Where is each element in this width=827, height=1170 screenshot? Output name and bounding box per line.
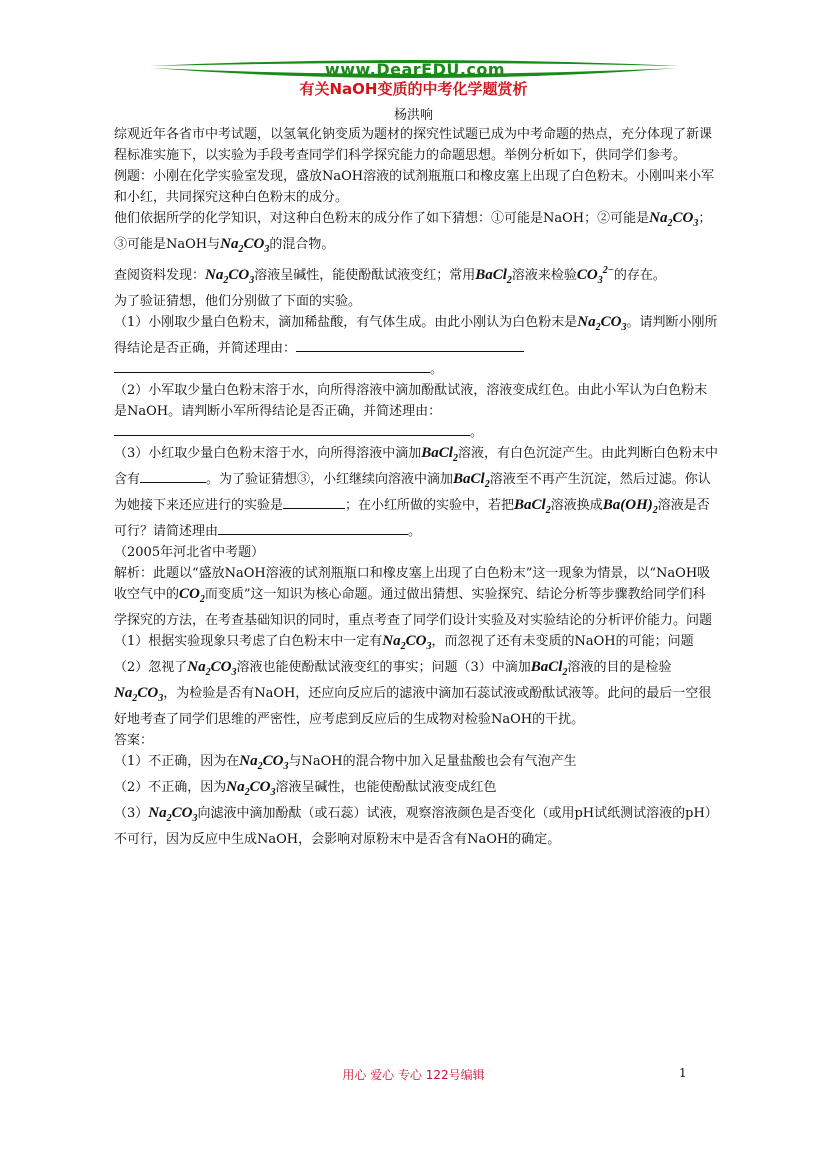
question-2: （2）小军取少量白色粉末溶于水，向所得溶液中滴加酚酞试液，溶液变成红色。由此小军认为白色粉末是NaOH。请判断小军所得结论是否正确，并简述理由： 。 bbox=[114, 383, 708, 440]
answer-blank[interactable] bbox=[140, 470, 206, 483]
source-line: （2005年河北省中考题） bbox=[114, 545, 265, 560]
formula-na2co3: $Na_2CO_3$ bbox=[649, 210, 699, 229]
formula-bacl2: BaCl$_2$ bbox=[514, 497, 551, 516]
formula-na2co3: $Na_2CO_3$ bbox=[220, 236, 270, 255]
formula-na2co3: $Na_2CO_3$ bbox=[226, 779, 276, 798]
verify-paragraph: 为了验证猜想，他们分别做了下面的实验。 bbox=[114, 294, 362, 309]
answer-3: $(3)Na_2CO_3$向滤液中滴加酚酞（或石蕊）试液，观察溶液颜色是否变化（或用pH试纸测试溶液的pH） 不可行，因为反应中生成NaOH，会影响对原粉末中是否含有NaOH的确定。 bbox=[114, 805, 725, 847]
document-body bbox=[114, 124, 725, 850]
formula-na2co3: $Na_2CO_3$ bbox=[148, 805, 198, 824]
formula-na2co3: $Na_2CO_3$ bbox=[205, 267, 255, 286]
guess-paragraph: 他们依据所学的化学知识，对这种白色粉末的成分作了如下猜想：①可能是NaOH；②可能是$Na_2CO_3$；③可能是NaOH与$Na_2CO_3$的混合物。 bbox=[114, 210, 712, 255]
formula-baoh2: $Ba(OH)_2$ bbox=[602, 497, 658, 516]
page-number: 1 bbox=[679, 1066, 687, 1080]
formula-co2: $CO_2$ bbox=[179, 586, 205, 605]
formula-na2co3: $Na_2CO_3$ bbox=[187, 659, 237, 678]
answer-2: （2）不正确，因为$Na_2CO_3$溶液呈碱性，也能使酚酞试液变成红色 bbox=[114, 779, 497, 798]
check-paragraph: 查阅资料发现：$Na_2CO_3$溶液呈碱性，能使酚酞试液变红；常用BaCl$_2$溶液来检验$CO_3^{2-}$的存在。 bbox=[114, 265, 666, 286]
answer-blank[interactable] bbox=[218, 522, 408, 535]
question-1: （1）小刚取少量白色粉末，滴加稀盐酸，有气体生成。由此小刚认为白色粉末是$Na_2CO_3$。请判断小刚所得结论是否正确，并简述理由： 。 bbox=[114, 314, 718, 377]
answer-blank[interactable] bbox=[296, 339, 524, 352]
formula-na2co3: $Na_2CO_3$ bbox=[114, 685, 164, 704]
intro-paragraph: 综观近年各省市中考试题，以氢氧化钠变质为题材的探究性试题已成为中考命题的热点，充分体现了新课程标准实施下，以实验为手段考查同学们科学探究能力的命题思想。举例分析如下，供同学们参考。 bbox=[114, 127, 713, 163]
formula-na2co3: $Na_2CO_3$ bbox=[239, 753, 289, 772]
formula-bacl2: BaCl$_2$ bbox=[453, 471, 490, 490]
site-url[interactable]: www.DearEDU.com bbox=[324, 60, 506, 79]
question-3: （3）小红取少量白色粉末溶于水，向所得溶液中滴加BaCl$_2$溶液，有白色沉淀产生。由此判断白色粉末中含有 。为了验证猜想③，小红继续向溶液中滴加BaCl$_2$溶液至不再产生沉淀，然后过滤。你认为她接下来还应进行的实验是 ；在小红所做的实验中，若把BaCl$_2$溶液换成$Ba(OH)_2$溶液是否可行？请简述理由 。 bbox=[114, 445, 718, 539]
formula-na2co3: $Na_2CO_3$ bbox=[382, 633, 432, 652]
example-paragraph: 例题：小刚在化学实验室发现，盛放NaOH溶液的试剂瓶瓶口和橡皮塞上出现了白色粉末。小刚叫来小军和小红，共同探究这种白色粉末的成分。 bbox=[114, 169, 715, 205]
answer-blank[interactable] bbox=[114, 423, 470, 436]
formula-carbonate-ion: $CO_3^{2-}$ bbox=[576, 265, 614, 286]
answer-1: （1）不正确，因为在$Na_2CO_3$与NaOH的混合物中加入足量盐酸也会有气泡产生 bbox=[114, 753, 577, 772]
formula-bacl2: BaCl$_2$ bbox=[475, 267, 512, 286]
author: 杨洪响 bbox=[393, 108, 433, 123]
analysis-paragraph: 解析：此题以“盛放NaOH溶液的试剂瓶瓶口和橡皮塞上出现了白色粉末”这一现象为情景，以“NaOH吸收空气中的$CO_2$而变质”这一知识为核心命题。通过做出猜想、实验探究、结论分析等步骤教给同学们科学探究的方法，在考查基础知识的同时，重点考查了同学们设计实验及对实验结论的分析评价能力。问题（1）根据实验现象只考虑了白色粉末中一定有$Na_2CO_3$，而忽视了还有未变质的NaOH的可能；问题（2）忽视了$Na_2CO_3$溶液也能使酚酞试液变红的事实；问题（3）中滴加BaCl$_2$溶液的目的是检验$Na_2CO_3$，为检验是否有NaOH，还应向反应后的滤液中滴加石蕊试液或酚酞试液等。此问的最后一空很好地考查了同学们思维的严密性，应考虑到反应后的生成物对检验NaOH的干扰。 bbox=[114, 566, 713, 727]
formula-bacl2: BaCl$_2$ bbox=[421, 445, 458, 464]
page-footer: 用心 爱心 专心 122号编辑 bbox=[342, 1068, 485, 1082]
formula-na2co3: $Na_2CO_3$ bbox=[577, 314, 627, 333]
answer-blank[interactable] bbox=[283, 496, 345, 509]
formula-bacl2: BaCl$_2$ bbox=[530, 659, 568, 678]
page-title: 有关NaOH变质的中考化学题赏析 bbox=[299, 80, 528, 98]
answer-label: 答案： bbox=[114, 733, 154, 748]
answer-blank[interactable] bbox=[114, 360, 430, 373]
